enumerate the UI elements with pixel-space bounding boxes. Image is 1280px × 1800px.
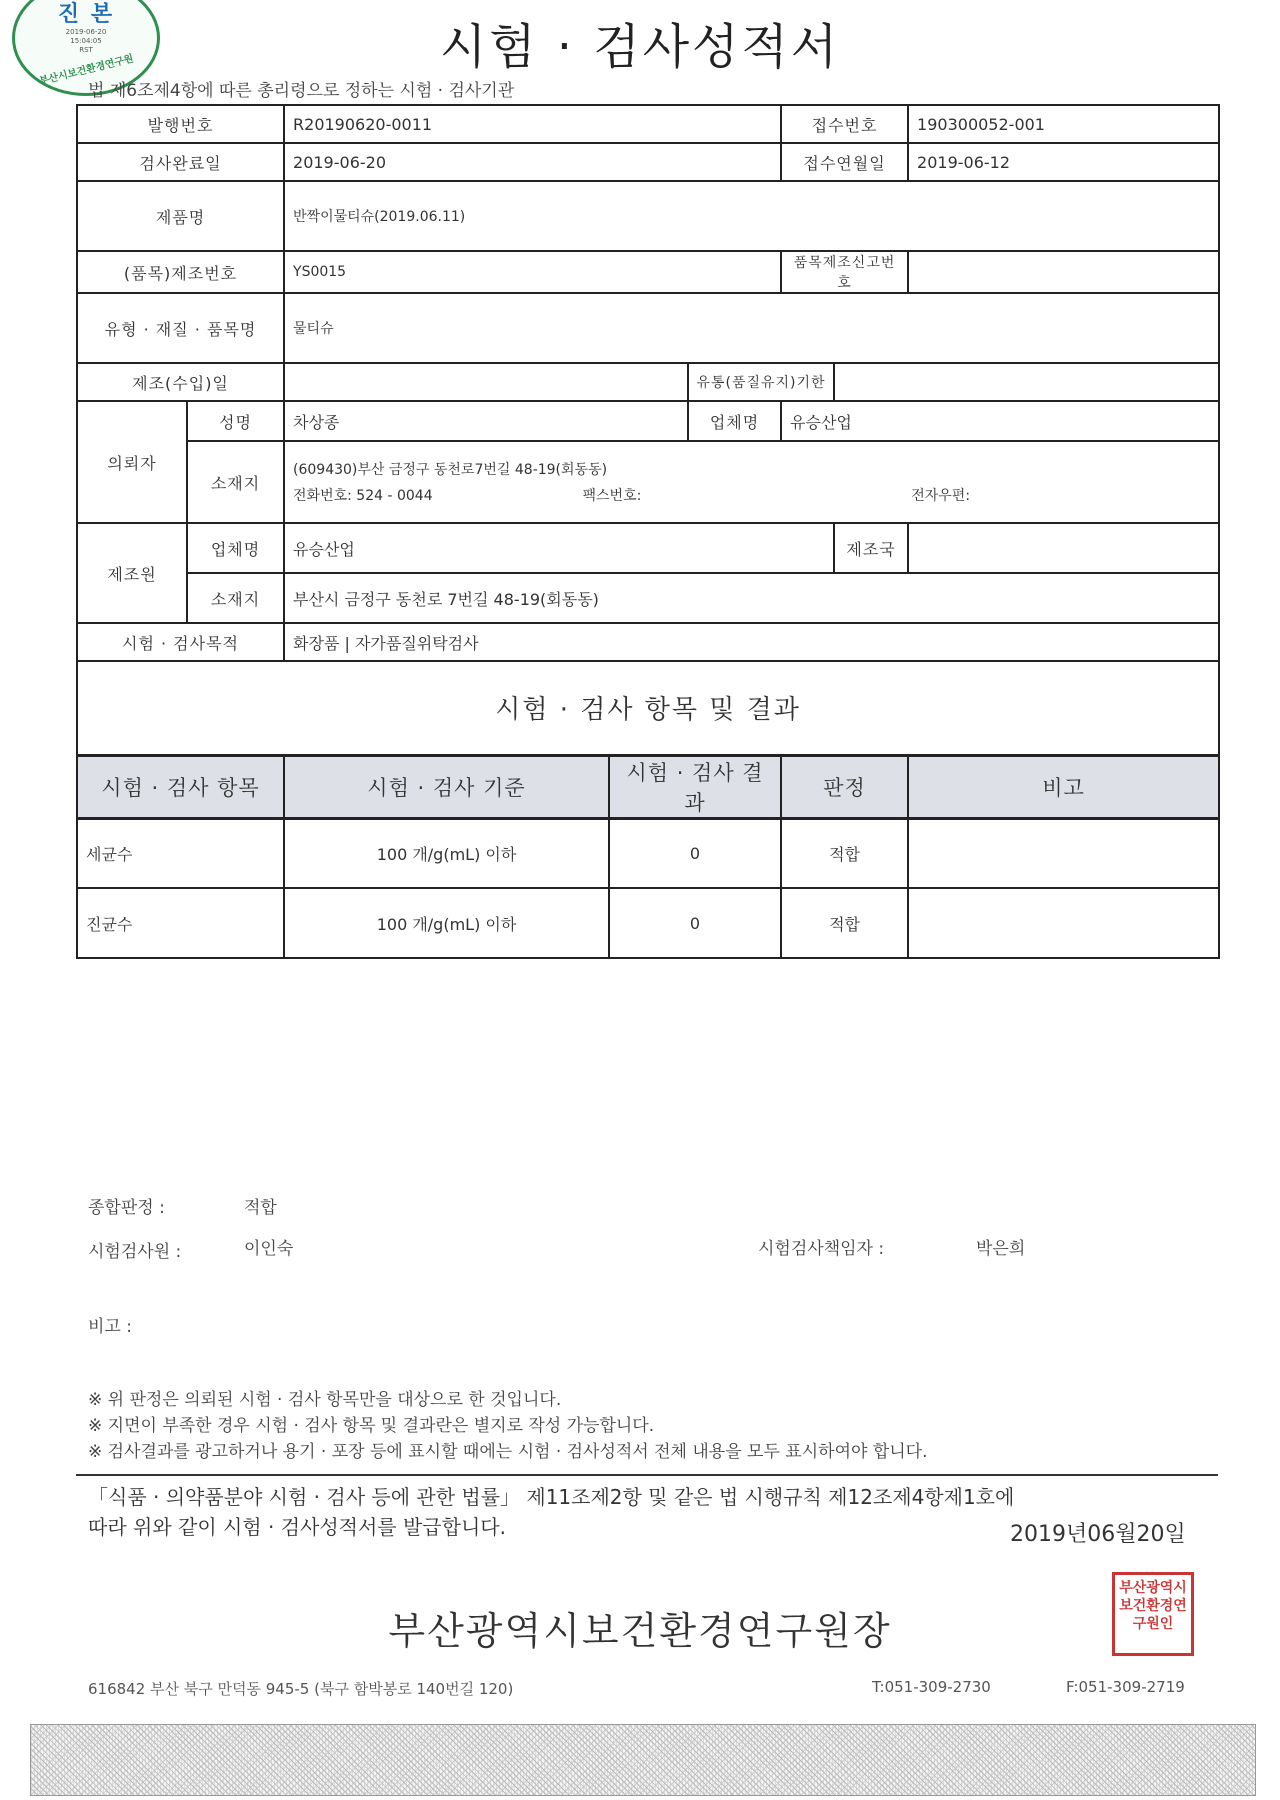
client-address-cell <box>284 441 1219 523</box>
table-row <box>77 888 1219 958</box>
receipt-date-label: 접수연월일 <box>781 143 908 181</box>
maker-address-value: 부산시 금정구 동천로 7번길 48-19(회동동) <box>284 573 1219 623</box>
note-2: ※ 지면이 부족한 경우 시험 · 검사 항목 및 결과란은 별지로 작성 가능합니다. <box>88 1416 655 1436</box>
complete-date-label: 검사완료일 <box>77 143 284 181</box>
client-contact-row <box>293 485 1210 505</box>
mfg-date-value <box>284 363 688 401</box>
report-no-value <box>908 251 1219 293</box>
security-pattern-strip <box>30 1724 1256 1796</box>
maker-company-value: 유승산업 <box>284 523 834 573</box>
expiry-label: 유통(품질유지)기한 <box>688 363 834 401</box>
stamp-org: 부산시보건환경연구원 <box>38 53 135 88</box>
issue-date: 2019년06월20일 <box>1010 1522 1186 1547</box>
row-note <box>908 888 1219 958</box>
client-address-value: (609430)부산 금정구 동천로7번길 48-19(회동동) <box>293 462 608 478</box>
report-no-label: 품목제조신고번호 <box>781 251 908 293</box>
client-company-label: 업체명 <box>688 401 781 441</box>
overall-value: 적합 <box>244 1198 277 1218</box>
row-standard: 100 개/g(mL) 이하 <box>284 818 609 888</box>
row-judgement: 적합 <box>781 888 908 958</box>
client-name-value: 차상종 <box>284 401 688 441</box>
maker-company-label: 업체명 <box>187 523 284 573</box>
purpose-value: 화장품 | 자가품질위탁검사 <box>284 623 1219 661</box>
note-3: ※ 검사결과를 광고하거나 용기 · 포장 등에 표시할 때에는 시험 · 검사성적서 전체 내용을 모두 표시하여야 합니다. <box>88 1442 928 1462</box>
client-name-label: 성명 <box>187 401 284 441</box>
issue-no-value: R20190620-0011 <box>284 105 781 143</box>
country-value <box>908 523 1219 573</box>
remark-label: 비고 : <box>88 1317 132 1337</box>
expiry-value <box>834 363 1219 401</box>
stamp-line-2: 15:04:05 <box>70 37 102 45</box>
client-tel: 전화번호: 524 - 0044 <box>293 488 433 504</box>
client-company-value: 유승산업 <box>781 401 1219 441</box>
legal-line-1: 「식품 · 의약품분야 시험 · 검사 등에 관한 법률」 제11조제2항 및 같은 법 시행규칙 제12조제4항제1호에 <box>88 1485 1015 1509</box>
mfg-date-label: 제조(수입)일 <box>77 363 284 401</box>
purpose-label: 시험 · 검사목적 <box>77 623 284 661</box>
row-standard: 100 개/g(mL) 이하 <box>284 888 609 958</box>
product-label: 제품명 <box>77 181 284 251</box>
certificate-table <box>76 104 1220 959</box>
issue-no-label: 발행번호 <box>77 105 284 143</box>
footer-address: 616842 부산 북구 만덕동 945-5 (북구 함박봉로 140번길 120) <box>88 1680 514 1698</box>
issuer-name: 부산광역시보건환경연구원장 <box>388 1609 892 1653</box>
divider <box>76 1474 1218 1476</box>
receipt-no-label: 접수번호 <box>781 105 908 143</box>
row-item: 진균수 <box>77 888 284 958</box>
type-value: 물티슈 <box>284 293 1219 363</box>
responsible-value: 박은희 <box>976 1239 1026 1259</box>
client-fax: 팩스번호: <box>582 488 642 504</box>
results-heading: 시험 · 검사 항목 및 결과 <box>77 661 1219 755</box>
complete-date-value: 2019-06-20 <box>284 143 781 181</box>
responsible-label: 시험검사책임자 : <box>758 1239 885 1259</box>
stamp-line-3: RST <box>79 46 93 54</box>
client-email: 전자우편: <box>911 488 971 504</box>
lot-label: (품목)제조번호 <box>77 251 284 293</box>
receipt-date-value: 2019-06-12 <box>908 143 1219 181</box>
col-note: 비고 <box>908 755 1219 818</box>
receipt-no-value: 190300052-001 <box>908 105 1219 143</box>
client-address-label: 소재지 <box>187 441 284 523</box>
col-judgement: 판정 <box>781 755 908 818</box>
lot-value: YS0015 <box>284 251 781 293</box>
col-standard: 시험 · 검사 기준 <box>284 755 609 818</box>
maker-address-label: 소재지 <box>187 573 284 623</box>
official-seal: 부산광역시보건환경연구원인 <box>1112 1572 1194 1656</box>
row-judgement: 적합 <box>781 818 908 888</box>
product-value: 반짝이물티슈(2019.06.11) <box>284 181 1219 251</box>
row-note <box>908 818 1219 888</box>
col-result: 시험 · 검사 결과 <box>609 755 781 818</box>
footer-tel: T:051-309-2730 <box>872 1678 991 1696</box>
legal-line-2: 따라 위와 같이 시험 · 검사성적서를 발급합니다. <box>88 1515 506 1539</box>
tester-value: 이인숙 <box>244 1239 294 1259</box>
row-item: 세균수 <box>77 818 284 888</box>
stamp-line-1: 2019-06-20 <box>65 28 107 36</box>
country-label: 제조국 <box>834 523 908 573</box>
document-subtitle: 법 제6조제4항에 따른 총리령으로 정하는 시험 · 검사기관 <box>88 81 515 101</box>
type-label: 유형 · 재질 · 품목명 <box>77 293 284 363</box>
row-result: 0 <box>609 818 781 888</box>
results-header-row <box>77 755 1219 818</box>
col-item: 시험 · 검사 항목 <box>77 755 284 818</box>
stamp-title: 진 본 <box>57 2 115 27</box>
footer-fax: F:051-309-2719 <box>1066 1678 1185 1696</box>
table-row <box>77 818 1219 888</box>
client-label: 의뢰자 <box>77 401 187 523</box>
maker-label: 제조원 <box>77 523 187 623</box>
row-result: 0 <box>609 888 781 958</box>
overall-label: 종합판정 : <box>88 1198 165 1218</box>
document-title: 시험 · 검사성적서 <box>439 19 841 75</box>
note-1: ※ 위 판정은 의뢰된 시험 · 검사 항목만을 대상으로 한 것입니다. <box>88 1390 562 1410</box>
tester-label: 시험검사원 : <box>88 1242 182 1262</box>
